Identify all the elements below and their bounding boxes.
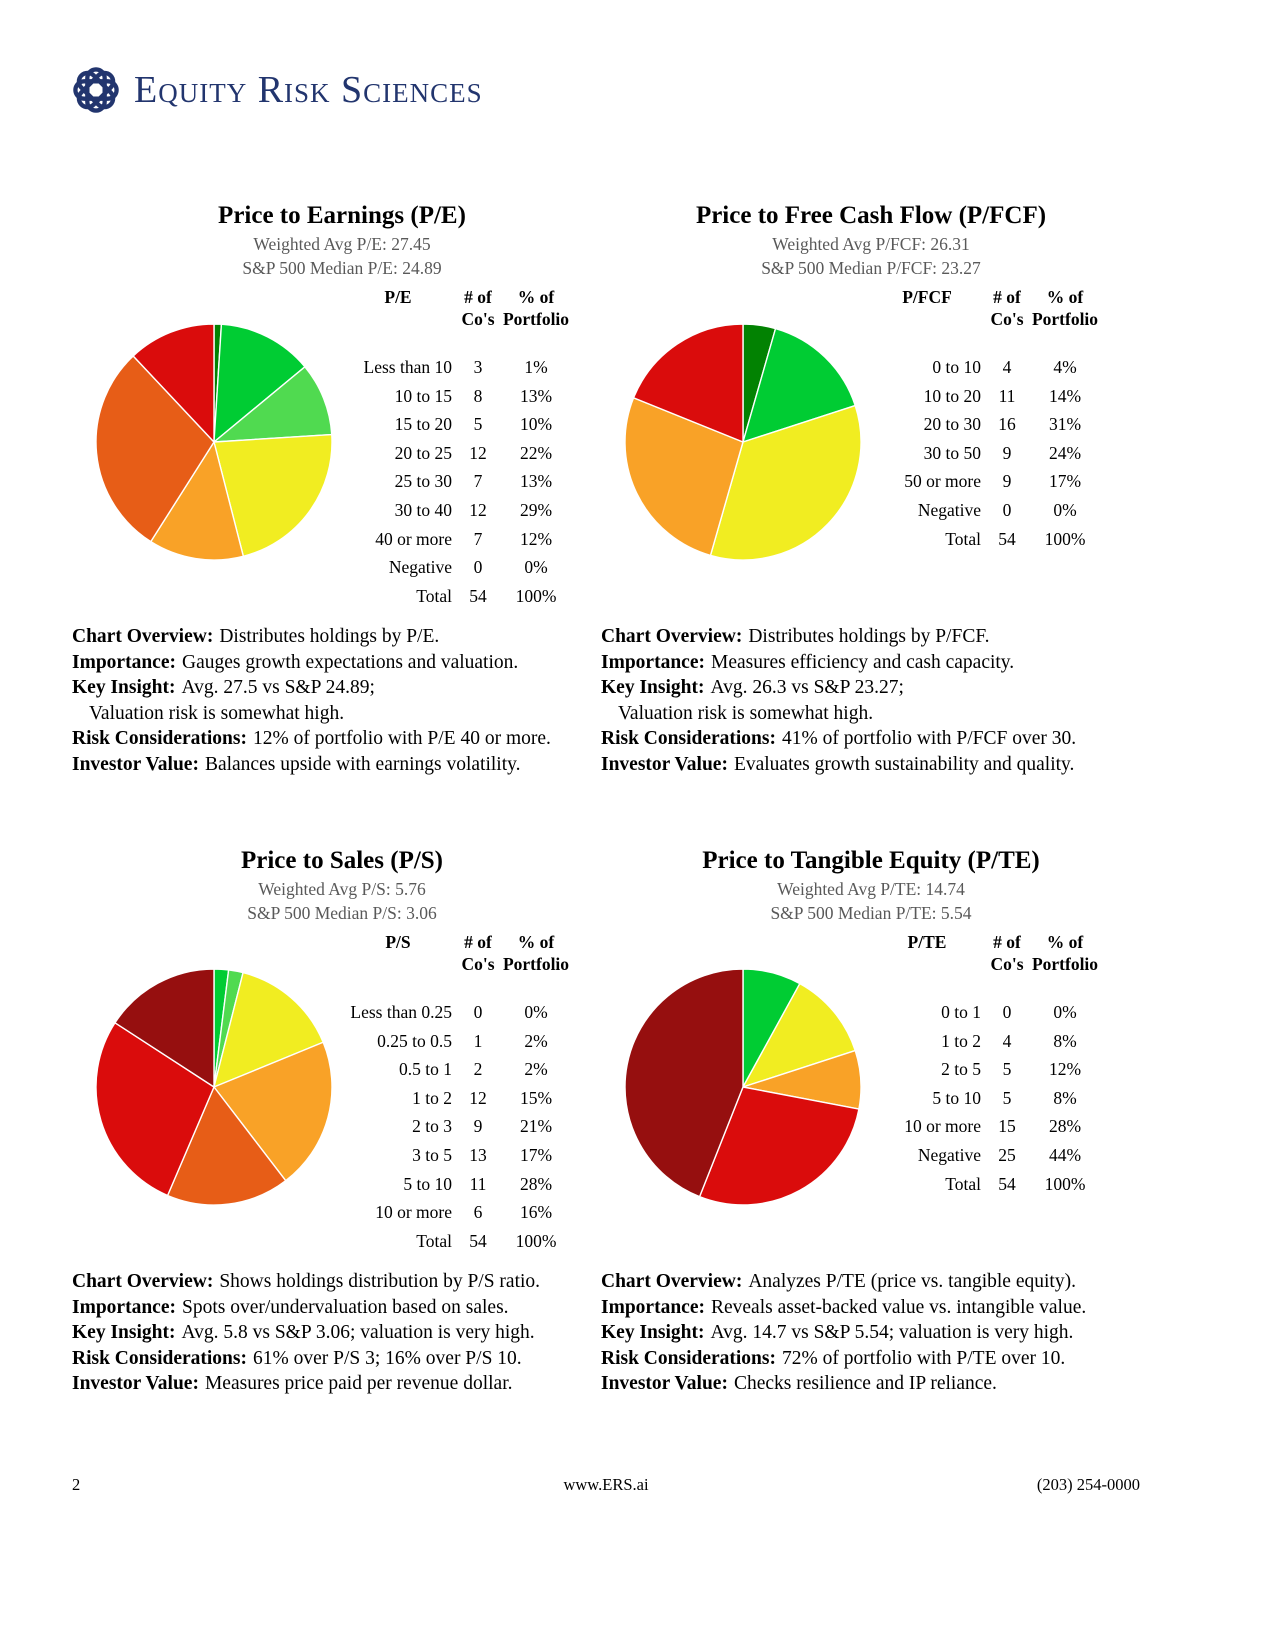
table-cell-count: 54	[998, 528, 1016, 549]
table-header-pct: Portfolio	[1031, 309, 1099, 329]
table-row	[340, 1084, 572, 1113]
description-line: Importance: Reveals asset-backed value vs. intangible value.	[601, 1296, 1087, 1318]
description-label: Importance:	[72, 651, 176, 673]
table-cell-pct: 2%	[524, 1030, 548, 1051]
table-cell-pct: 28%	[519, 1173, 553, 1194]
table-cell-range: Total	[416, 1230, 452, 1251]
table-header-pct: % of	[517, 932, 555, 952]
table-row	[340, 353, 572, 382]
weighted-avg-subtitle: Weighted Avg P/E: 27.45	[253, 234, 431, 254]
table-cell-pct: 22%	[519, 442, 553, 463]
table-cell-pct: 17%	[1048, 471, 1082, 492]
table-header-row	[340, 308, 572, 330]
table-cell-count: 11	[469, 1173, 487, 1194]
table-header-row	[869, 286, 1101, 308]
table-header-row	[869, 953, 1101, 975]
table-cell-pct: 13%	[519, 385, 553, 406]
table-cell-count: 0	[473, 1002, 483, 1022]
table-row	[340, 1227, 572, 1256]
description-line: Key Insight: Avg. 14.7 vs S&P 5.54; valuation is very high.	[601, 1322, 1074, 1343]
table-cell-count: 54	[998, 1173, 1016, 1194]
table-row	[340, 1170, 572, 1199]
table-cell-range: 30 to 40	[394, 499, 452, 520]
table-cell-pct: 17%	[519, 1144, 553, 1165]
footer-phone: (203) 254-0000	[1036, 1475, 1140, 1494]
table-cell-count: 54	[469, 585, 487, 606]
table-cell-count: 7	[473, 471, 483, 492]
table-cell-range: Negative	[388, 557, 452, 578]
table-cell-range: 2 to 5	[941, 1059, 981, 1080]
table-cell-count: 12	[469, 1087, 487, 1108]
table-cell-range: 20 to 30	[923, 414, 981, 435]
table-cell-pct: 0%	[1053, 499, 1077, 520]
stat-table	[340, 931, 572, 1255]
table-row	[869, 1112, 1101, 1141]
stat-table	[869, 286, 1101, 553]
table-cell-pct: 100%	[515, 1230, 557, 1251]
table-cell-range: Negative	[917, 1144, 981, 1165]
table-row	[869, 467, 1101, 496]
table-cell-pct: 2%	[524, 1059, 548, 1080]
table-cell-count: 9	[1002, 442, 1012, 463]
description-label: Risk Considerations:	[601, 728, 776, 749]
table-cell-pct: 8%	[1053, 1030, 1077, 1051]
table-header-count: # of	[464, 287, 492, 307]
table-row	[340, 496, 572, 525]
description-continuation: Valuation risk is somewhat high.	[618, 702, 874, 724]
knot-logo-icon	[70, 64, 122, 116]
table-cell-range: 5 to 10	[932, 1087, 981, 1108]
table-header-pct: Portfolio	[502, 954, 570, 974]
table-cell-count: 0	[473, 557, 483, 578]
table-cell-pct: 100%	[1044, 528, 1086, 549]
description-label: Chart Overview:	[601, 626, 743, 647]
table-cell-count: 8	[473, 385, 483, 406]
description-line: Chart Overview: Distributes holdings by P/E.	[72, 626, 440, 647]
table-cell-pct: 29%	[519, 499, 553, 520]
description-line: Investor Value: Balances upside with earnings volatility.	[72, 753, 521, 775]
table-header-spacer	[340, 308, 456, 330]
table-row	[340, 1198, 572, 1227]
table-cell-range: 10 or more	[375, 1202, 452, 1223]
table-cell-pct: 15%	[519, 1087, 553, 1108]
pie-chart	[94, 322, 334, 562]
pe-chart-section	[72, 200, 612, 777]
table-header-count: Co's	[461, 954, 495, 974]
table-cell-range: 25 to 30	[394, 471, 452, 492]
pte-chart-section	[601, 845, 1141, 1397]
page-number: 2	[72, 1475, 81, 1494]
table-cell-range: Less than 0.25	[350, 1002, 452, 1022]
table-header-row	[869, 308, 1101, 330]
weighted-avg-subtitle: Weighted Avg P/TE: 14.74	[777, 879, 965, 899]
table-cell-count: 11	[998, 385, 1016, 406]
table-row	[340, 382, 572, 411]
table-cell-range: 0.5 to 1	[399, 1059, 452, 1080]
table-cell-range: 0 to 1	[941, 1002, 981, 1022]
description-label: Key Insight:	[601, 677, 705, 698]
table-cell-count: 6	[473, 1202, 483, 1223]
description-label: Key Insight:	[72, 677, 176, 698]
table-body	[869, 353, 1101, 553]
description-line: Chart Overview: Shows holdings distribution by P/S ratio.	[72, 1271, 541, 1292]
table-cell-range: 0 to 10	[932, 357, 981, 377]
table-cell-range: 1 to 2	[941, 1030, 981, 1051]
description-label: Investor Value:	[72, 1373, 199, 1394]
table-header-pct: Portfolio	[1031, 954, 1099, 974]
table-cell-count: 2	[473, 1059, 483, 1080]
description-line: Investor Value: Evaluates growth sustainability and quality.	[601, 753, 1075, 775]
table-cell-count: 5	[1002, 1059, 1012, 1080]
sp500-median-subtitle: S&P 500 Median P/E: 24.89	[242, 258, 442, 278]
description-label: Investor Value:	[601, 1373, 728, 1394]
table-cell-count: 9	[473, 1116, 483, 1137]
table-cell-count: 12	[469, 442, 487, 463]
description-continuation: Valuation risk is somewhat high.	[89, 702, 345, 724]
description-line: Importance: Gauges growth expectations and valuation.	[72, 651, 519, 673]
table-cell-pct: 28%	[1048, 1116, 1082, 1137]
table-header-row	[340, 286, 572, 308]
sp500-median-subtitle: S&P 500 Median P/TE: 5.54	[770, 903, 972, 923]
table-cell-range: 1 to 2	[412, 1087, 452, 1108]
table-row	[340, 525, 572, 554]
chart-description	[72, 1269, 612, 1397]
description-line: Investor Value: Checks resilience and IP reliance.	[601, 1373, 997, 1394]
table-cell-count: 5	[1002, 1087, 1012, 1108]
table-row	[869, 1170, 1101, 1199]
table-cell-count: 15	[998, 1116, 1016, 1137]
table-cell-count: 5	[473, 414, 483, 435]
table-cell-range: 10 to 15	[394, 385, 452, 406]
table-body	[340, 998, 572, 1255]
description-label: Investor Value:	[72, 753, 199, 775]
weighted-avg-subtitle: Weighted Avg P/S: 5.76	[258, 879, 426, 899]
description-line: Risk Considerations: 72% of portfolio with P/TE over 10.	[601, 1347, 1066, 1369]
table-cell-range: Total	[416, 585, 452, 606]
table-header-spacer	[340, 953, 456, 975]
description-label: Importance:	[72, 1296, 176, 1318]
table-row	[340, 553, 572, 582]
table-cell-count: 3	[473, 357, 483, 377]
table-cell-count: 0	[1002, 499, 1012, 520]
table-header-row	[340, 953, 572, 975]
description-label: Risk Considerations:	[72, 728, 247, 749]
chart-and-table-row	[72, 286, 612, 616]
table-row	[869, 496, 1101, 525]
page-footer	[72, 1475, 1140, 1495]
table-row	[869, 998, 1101, 1027]
table-header-count: Co's	[990, 954, 1024, 974]
pie-chart	[94, 967, 334, 1207]
table-cell-pct: 1%	[524, 357, 548, 377]
table-cell-range: Less than 10	[363, 357, 452, 377]
table-header-count: # of	[993, 932, 1021, 952]
table-cell-range: 5 to 10	[403, 1173, 452, 1194]
table-header-count: Co's	[461, 309, 495, 329]
table-row	[869, 1141, 1101, 1170]
table-cell-pct: 21%	[519, 1116, 553, 1137]
table-cell-range: Negative	[917, 499, 981, 520]
pie-chart	[623, 967, 863, 1207]
description-line: Investor Value: Measures price paid per revenue dollar.	[72, 1373, 513, 1394]
table-cell-pct: 8%	[1053, 1087, 1077, 1108]
table-cell-range: 30 to 50	[923, 442, 981, 463]
description-line: Key Insight: Avg. 26.3 vs S&P 23.27;	[601, 677, 904, 698]
table-cell-pct: 10%	[519, 414, 553, 435]
table-row	[869, 439, 1101, 468]
table-header-row	[340, 931, 572, 953]
table-cell-range: 3 to 5	[412, 1144, 452, 1165]
weighted-avg-subtitle: Weighted Avg P/FCF: 26.31	[772, 234, 970, 254]
table-header-count: # of	[993, 287, 1021, 307]
table-header-pct: % of	[1046, 932, 1084, 952]
table-header-metric: P/TE	[907, 932, 947, 952]
table-row	[869, 410, 1101, 439]
description-label: Key Insight:	[72, 1322, 176, 1343]
table-cell-count: 54	[469, 1230, 487, 1251]
pie-chart-wrap	[94, 322, 334, 562]
pie-chart-wrap	[623, 967, 863, 1207]
pie-chart-wrap	[623, 322, 863, 562]
pie-chart	[623, 322, 863, 562]
table-row	[869, 1055, 1101, 1084]
stat-table	[340, 286, 572, 610]
table-cell-range: 15 to 20	[394, 414, 452, 435]
chart-description	[601, 1269, 1141, 1397]
chart-and-table-row	[601, 931, 1141, 1261]
table-row	[340, 998, 572, 1027]
footer-website: www.ERS.ai	[563, 1475, 649, 1494]
chart-description	[72, 624, 612, 777]
table-cell-count: 4	[1002, 357, 1012, 377]
table-cell-range: 50 or more	[904, 471, 981, 492]
table-cell-pct: 12%	[1048, 1059, 1082, 1080]
table-cell-pct: 24%	[1048, 442, 1082, 463]
description-line: Key Insight: Avg. 27.5 vs S&P 24.89;	[72, 677, 375, 698]
table-cell-count: 7	[473, 528, 483, 549]
table-header-count: # of	[464, 932, 492, 952]
chart-and-table-row	[601, 286, 1141, 616]
table-cell-count: 9	[1002, 471, 1012, 492]
description-line: Risk Considerations: 41% of portfolio with P/FCF over 30.	[601, 728, 1077, 749]
description-line: Importance: Spots over/undervaluation based on sales.	[72, 1296, 509, 1318]
table-cell-range: Total	[945, 1173, 981, 1194]
table-cell-count: 13	[469, 1144, 487, 1165]
table-row	[340, 1112, 572, 1141]
chart-and-table-row	[72, 931, 612, 1261]
description-label: Chart Overview:	[72, 1271, 214, 1292]
table-row	[869, 1027, 1101, 1056]
table-cell-pct: 16%	[519, 1202, 553, 1223]
table-cell-pct: 0%	[1053, 1002, 1077, 1022]
company-name: Equity Risk Sciences	[134, 69, 483, 111]
description-label: Importance:	[601, 1296, 705, 1318]
description-label: Importance:	[601, 651, 705, 673]
table-row	[340, 467, 572, 496]
table-row	[869, 353, 1101, 382]
table-body	[869, 998, 1101, 1198]
table-cell-count: 12	[469, 499, 487, 520]
ps-chart-section	[72, 845, 612, 1397]
description-label: Investor Value:	[601, 753, 728, 775]
description-line: Importance: Measures efficiency and cash capacity.	[601, 651, 1015, 673]
table-header-spacer	[869, 308, 985, 330]
table-row	[869, 525, 1101, 554]
description-line: Risk Considerations: 12% of portfolio with P/E 40 or more.	[72, 728, 551, 749]
table-header-count: Co's	[990, 309, 1024, 329]
table-cell-count: 0	[1002, 1002, 1012, 1022]
table-header-spacer	[869, 953, 985, 975]
table-header-row	[869, 931, 1101, 953]
description-line: Key Insight: Avg. 5.8 vs S&P 3.06; valuation is very high.	[72, 1322, 535, 1343]
pie-chart-wrap	[94, 967, 334, 1207]
company-logo	[70, 64, 483, 116]
table-header-pct: Portfolio	[502, 309, 570, 329]
table-row	[340, 1027, 572, 1056]
table-header-metric: P/S	[385, 932, 411, 952]
table-cell-pct: 0%	[524, 1002, 548, 1022]
table-row	[340, 1141, 572, 1170]
table-cell-pct: 31%	[1048, 414, 1082, 435]
table-header-pct: % of	[517, 287, 555, 307]
chart-description	[601, 624, 1141, 777]
table-cell-range: 2 to 3	[412, 1116, 452, 1137]
table-header-metric: P/FCF	[902, 287, 952, 307]
table-cell-count: 16	[998, 414, 1016, 435]
stat-table	[869, 931, 1101, 1198]
table-row	[340, 410, 572, 439]
table-cell-count: 1	[473, 1030, 483, 1051]
table-row	[340, 1055, 572, 1084]
table-cell-range: 40 or more	[375, 528, 452, 549]
chart-title: Price to Earnings (P/E)	[218, 202, 466, 229]
table-cell-pct: 100%	[515, 585, 557, 606]
chart-title: Price to Tangible Equity (P/TE)	[702, 847, 1040, 874]
sp500-median-subtitle: S&P 500 Median P/FCF: 23.27	[761, 258, 981, 278]
table-cell-range: Total	[945, 528, 981, 549]
table-cell-count: 4	[1002, 1030, 1012, 1051]
description-label: Chart Overview:	[72, 626, 214, 647]
table-cell-range: 10 to 20	[923, 385, 981, 406]
table-cell-pct: 4%	[1053, 357, 1077, 377]
table-body	[340, 353, 572, 610]
chart-title: Price to Sales (P/S)	[240, 847, 444, 874]
table-cell-range: 20 to 25	[394, 442, 452, 463]
description-label: Chart Overview:	[601, 1271, 743, 1292]
table-row	[340, 582, 572, 611]
table-cell-pct: 14%	[1048, 385, 1082, 406]
description-label: Risk Considerations:	[72, 1347, 247, 1369]
description-line: Chart Overview: Analyzes P/TE (price vs. tangible equity).	[601, 1271, 1076, 1292]
table-cell-range: 10 or more	[904, 1116, 981, 1137]
pfcf-chart-section	[601, 200, 1141, 777]
table-cell-pct: 0%	[524, 557, 548, 578]
table-cell-pct: 12%	[519, 528, 553, 549]
table-row	[340, 439, 572, 468]
table-cell-count: 25	[998, 1144, 1016, 1165]
description-line: Chart Overview: Distributes holdings by P/FCF.	[601, 626, 990, 647]
table-row	[869, 382, 1101, 411]
table-header-pct: % of	[1046, 287, 1084, 307]
table-cell-pct: 13%	[519, 471, 553, 492]
table-cell-pct: 44%	[1048, 1144, 1082, 1165]
description-line: Risk Considerations: 61% over P/S 3; 16% over P/S 10.	[72, 1347, 522, 1369]
description-label: Risk Considerations:	[601, 1347, 776, 1369]
sp500-median-subtitle: S&P 500 Median P/S: 3.06	[247, 903, 437, 923]
table-cell-range: 0.25 to 0.5	[377, 1030, 452, 1051]
table-header-metric: P/E	[384, 287, 412, 307]
chart-title: Price to Free Cash Flow (P/FCF)	[695, 202, 1047, 229]
description-label: Key Insight:	[601, 1322, 705, 1343]
table-row	[869, 1084, 1101, 1113]
table-cell-pct: 100%	[1044, 1173, 1086, 1194]
